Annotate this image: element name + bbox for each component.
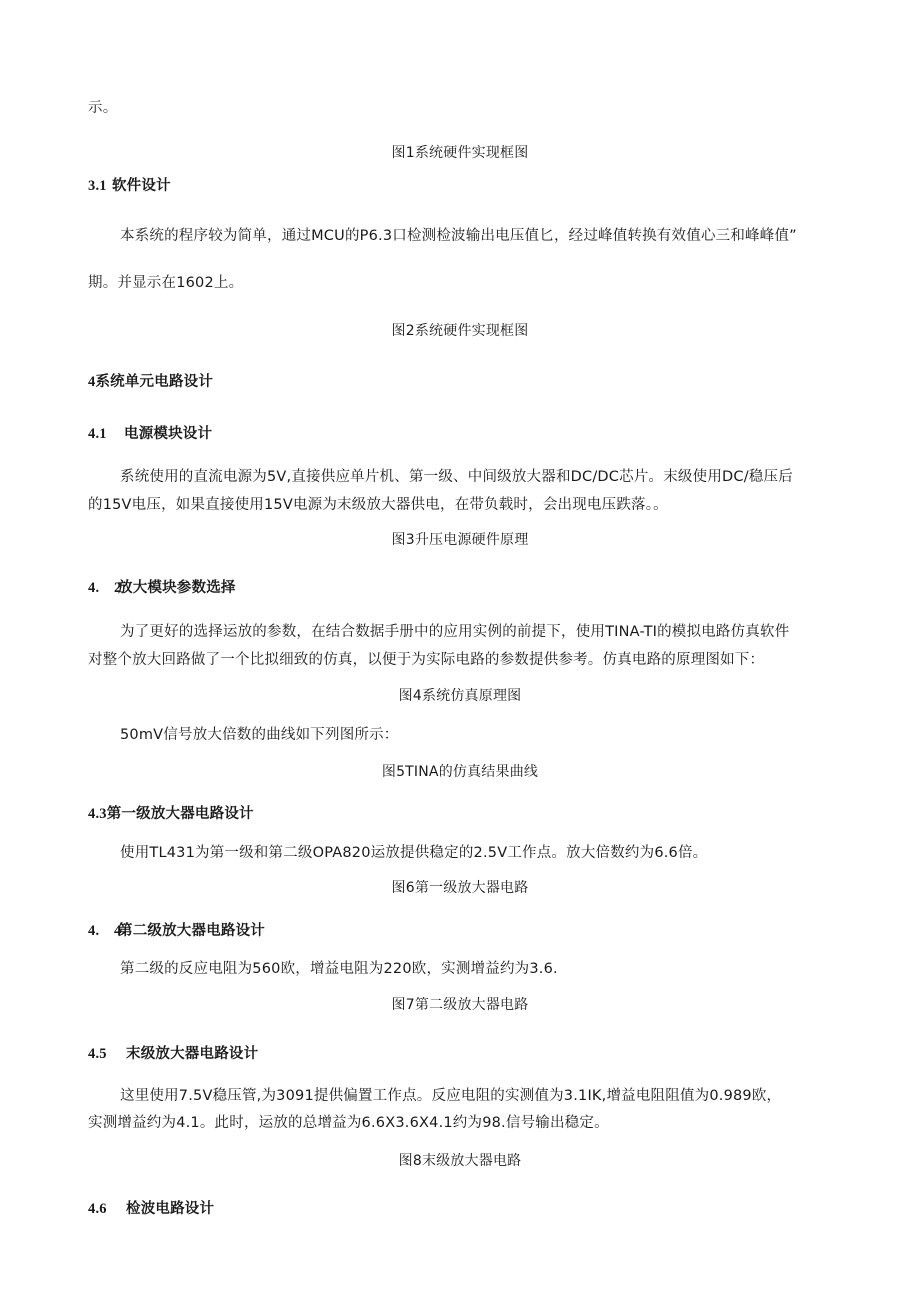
heading-4-4 bbox=[88, 921, 265, 941]
heading-4-3 bbox=[88, 804, 254, 824]
heading-4-4-number: 4. 4 bbox=[88, 923, 122, 939]
heading-4 bbox=[88, 372, 213, 392]
figure-3-caption: 图3升压电源硬件原理 bbox=[391, 532, 529, 548]
heading-4-2-title: 放大模块参数选择 bbox=[118, 580, 236, 596]
signal-50mv-text: 50mV信号放大倍数的曲线如下列图所示： bbox=[120, 727, 399, 743]
heading-4-2-number: 4. 2 bbox=[88, 580, 122, 596]
figure-6-caption: 图6第一级放大器电路 bbox=[391, 880, 529, 896]
power-paragraph-line-2: 的15V电压，如果直接使用15V电源为末级放大器供电，在带负载时，会出现电压跌落。。 bbox=[88, 497, 668, 513]
stage1-paragraph: 使用TL431为第一级和第二级OPA820运放提供稳定的2.5V工作点。放大倍数约为6.6倍。 bbox=[120, 845, 708, 861]
power-paragraph-line-1: 系统使用的直流电源为5V,直接供应单片机、第一级、中间级放大器和DC/DC芯片。末级使用DC/稳压后 bbox=[120, 469, 793, 485]
stage2-paragraph: 第二级的反应电阻为560欧，增益电阻为220欧，实测增益约为3.6. bbox=[120, 961, 558, 977]
amp-paragraph-line-2: 对整个放大回路做了一个比拟细致的仿真，以便于为实际电路的参数提供参考。仿真电路的原理图如下： bbox=[88, 652, 765, 668]
heading-4-5-title: 末级放大器电路设计 bbox=[126, 1046, 259, 1062]
heading-4-4-title: 第二级放大器电路设计 bbox=[118, 923, 265, 939]
heading-4-title: 系统单元电路设计 bbox=[95, 374, 214, 390]
heading-4-1 bbox=[88, 424, 212, 444]
heading-4-1-title: 电源模块设计 bbox=[124, 426, 213, 442]
heading-4-number: 4 bbox=[88, 374, 96, 390]
figure-8-caption: 图8末级放大器电路 bbox=[398, 1153, 522, 1169]
figure-5-caption: 图5TINA的仿真结果曲线 bbox=[381, 764, 539, 780]
software-paragraph-line-1: 本系统的程序较为简单，通过MCU的P6.3口检测检波输出电压值匕，经过峰值转换有效值心三和峰峰值” bbox=[120, 228, 797, 244]
heading-4-5-number: 4.5 bbox=[88, 1046, 107, 1062]
heading-3-1-title: 软件设计 bbox=[111, 178, 171, 194]
figure-4-caption: 图4系统仿真原理图 bbox=[398, 688, 522, 704]
heading-3-1-number: 3.1 bbox=[88, 178, 107, 194]
heading-4-1-number: 4.1 bbox=[88, 426, 107, 442]
intro-tail-text: 示。 bbox=[88, 100, 118, 116]
heading-4-5 bbox=[88, 1044, 258, 1064]
software-paragraph-line-2: 期。并显示在1602上。 bbox=[88, 275, 244, 291]
figure-2-caption: 图2系统硬件实现框图 bbox=[391, 323, 529, 339]
heading-4-3-title: 第一级放大器电路设计 bbox=[106, 806, 254, 822]
heading-4-6-title: 检波电路设计 bbox=[126, 1201, 215, 1217]
figure-1-caption: 图1系统硬件实现框图 bbox=[391, 145, 529, 161]
heading-4-6 bbox=[88, 1199, 214, 1219]
heading-4-6-number: 4.6 bbox=[88, 1201, 107, 1217]
figure-7-caption: 图7第二级放大器电路 bbox=[391, 997, 529, 1013]
amp-paragraph-line-1: 为了更好的选择运放的参数，在结合数据手册中的应用实例的前提下，使用TINA-TI的模拟电路仿真软件 bbox=[120, 624, 790, 640]
heading-4-3-number: 4.3 bbox=[88, 806, 107, 822]
heading-4-2 bbox=[88, 578, 236, 598]
final-paragraph-line-1: 这里使用7.5V稳压管,为3091提供偏置工作点。反应电阻的实测值为3.1IK,增益电阻阻值为0.989欧， bbox=[120, 1088, 782, 1104]
heading-3-1 bbox=[88, 176, 171, 196]
final-paragraph-line-2: 实测增益约为4.1。此时，运放的总增益为6.6X3.6X4.1约为98.信号输出稳定。 bbox=[88, 1115, 609, 1131]
